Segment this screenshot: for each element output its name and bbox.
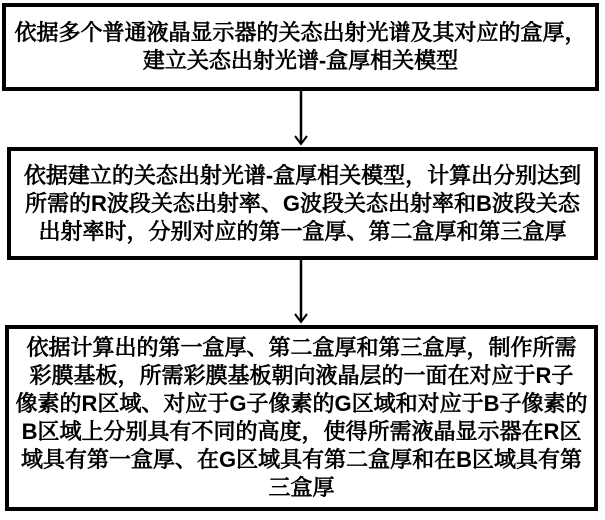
- flow-step-2: [7, 147, 598, 260]
- flow-step-3-text: 依据计算出的第一盒厚、第二盒厚和第三盒厚，制作所需 彩膜基板，所需彩膜基板朝向液晶层的一面在对应于R子 像素的R区域、对应于G子像素的G区域和对应于B子像素的 B区域上分别具有不同的高度，使得所需液晶显示器在R区 域具有第一盒厚、在G区域具有第二盒厚和在B区域具有第 三盒厚: [15, 335, 588, 500]
- flow-connector-2: [291, 260, 311, 325]
- arrow-down-icon: [291, 91, 311, 147]
- flow-step-3: [5, 325, 598, 511]
- flow-step-1-text: 依据多个普通液晶显示器的关态出射光谱及其对应的盒厚， 建立关态出射光谱-盒厚相关模型: [14, 20, 587, 73]
- flow-connector-1: [291, 91, 311, 147]
- flow-step-2-text: 依据建立的关态出射光谱-盒厚相关模型，计算出分别达到 所需的R波段关态出射率、G波段关态出射率和B波段关态 出射率时，分别对应的第一盒厚、第二盒厚和第三盒厚: [23, 162, 582, 244]
- flow-step-1: [2, 3, 599, 91]
- arrow-down-icon: [291, 260, 311, 325]
